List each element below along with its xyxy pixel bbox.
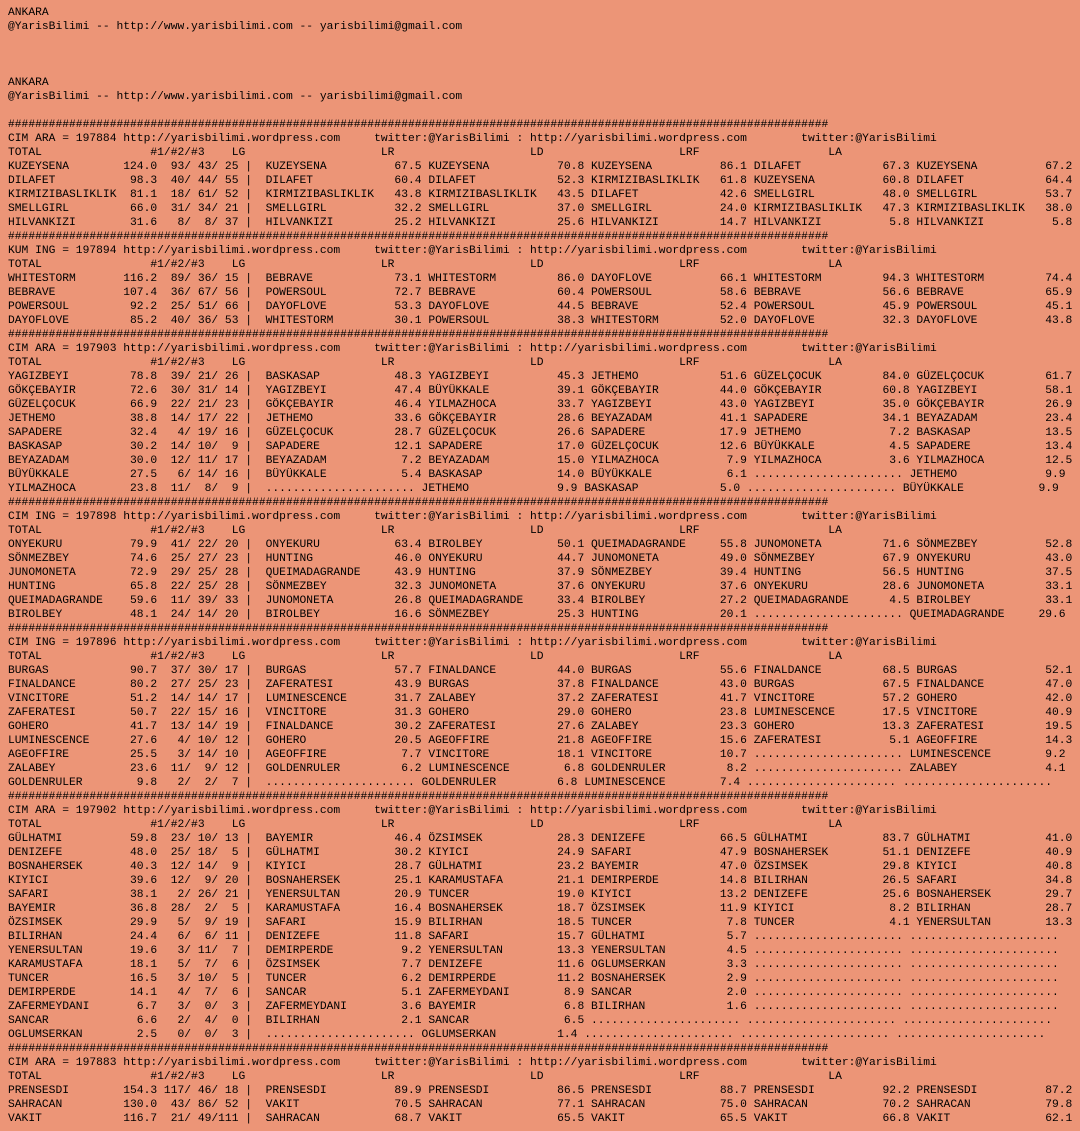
- race-header-line: CIM ARA = 197884 http://yarisbilimi.wordpress.com twitter:@YarisBilimi : http://yarisbilimi.wordpress.com twitter:@YarisBilimi: [8, 133, 937, 145]
- horse-row: ZAFERATESI 50.7 22/ 15/ 16 | VINCITORE 31.3 GOHERO 29.0 GOHERO 23.8 LUMINESCENCE 17.5 VINCITORE 40.9: [8, 707, 1073, 719]
- race-header-line: CIM ING = 197898 http://yarisbilimi.wordpress.com twitter:@YarisBilimi : http://yarisbilimi.wordpress.com twitter:@YarisBilimi: [8, 511, 937, 523]
- column-header-line: TOTAL #1/#2/#3 LG LR LD LRF LA: [8, 357, 842, 369]
- horse-row: PRENSESDI 154.3 117/ 46/ 18 | PRENSESDI 89.9 PRENSESDI 86.5 PRENSESDI 88.7 PRENSESDI 92.2 PRENSESDI 87.2: [8, 1085, 1073, 1097]
- section-divider: #########################################################################################################################: [8, 791, 829, 803]
- contact-line: @YarisBilimi -- http://www.yarisbilimi.com -- yarisbilimi@gmail.com: [8, 21, 463, 33]
- blank-line: [8, 62, 1080, 76]
- horse-row: YILMAZHOCA 23.8 11/ 8/ 9 | ...................... JETHEMO 9.9 BASKASAP 5.0 ...................... BÜYÜKKALE 9.9: [8, 483, 1059, 495]
- horse-row: GÜLHATMI 59.8 23/ 10/ 13 | BAYEMIR 46.4 ÖZSIMSEK 28.3 DENIZEFE 66.5 GÜLHATMI 83.7 GÜLHATMI 41.0: [8, 833, 1073, 845]
- horse-row: BURGAS 90.7 37/ 30/ 17 | BURGAS 57.7 FINALDANCE 44.0 BURGAS 55.6 FINALDANCE 68.5 BURGAS 52.1: [8, 665, 1073, 677]
- horse-row: DILAFET 98.3 40/ 44/ 55 | DILAFET 60.4 DILAFET 52.3 KIRMIZIBASLIKLIK 61.8 KUZEYSENA 60.8 DILAFET 64.4: [8, 175, 1073, 187]
- horse-row: GÖKÇEBAYIR 72.6 30/ 31/ 14 | YAGIZBEYI 47.4 BÜYÜKKALE 39.1 GÖKÇEBAYIR 44.0 GÖKÇEBAYIR 60.8 YAGIZBEYI 58.1: [8, 385, 1073, 397]
- horse-row: JUNOMONETA 72.9 29/ 25/ 28 | QUEIMADAGRANDE 43.9 HUNTING 37.9 SÖNMEZBEY 39.4 HUNTING 56.5 HUNTING 37.5: [8, 567, 1073, 579]
- column-header-line: TOTAL #1/#2/#3 LG LR LD LRF LA: [8, 525, 842, 537]
- contact-line: @YarisBilimi -- http://www.yarisbilimi.com -- yarisbilimi@gmail.com: [8, 91, 463, 103]
- horse-row: POWERSOUL 92.2 25/ 51/ 66 | DAYOFLOVE 53.3 DAYOFLOVE 44.5 BEBRAVE 52.4 POWERSOUL 45.9 POWERSOUL 45.1: [8, 301, 1073, 313]
- horse-row: BIROLBEY 48.1 24/ 14/ 20 | BIROLBEY 16.6 SÖNMEZBEY 25.3 HUNTING 20.1 ...................... QUEIMADAGRANDE 29.6: [8, 609, 1066, 621]
- horse-row: ZAFERMEYDANI 6.7 3/ 0/ 3 | ZAFERMEYDANI 3.6 BAYEMIR 6.8 BILIRHAN 1.6 ...................... ......................: [8, 1001, 1059, 1013]
- section-divider: #########################################################################################################################: [8, 329, 829, 341]
- horse-row: ONYEKURU 79.9 41/ 22/ 20 | ONYEKURU 63.4 BIROLBEY 50.1 QUEIMADAGRANDE 55.8 JUNOMONETA 71.6 SÖNMEZBEY 52.8: [8, 539, 1073, 551]
- section-divider: #########################################################################################################################: [8, 1043, 829, 1055]
- blank-line: [8, 34, 1080, 48]
- blank-line: [8, 104, 1080, 118]
- horse-row: DAYOFLOVE 85.2 40/ 36/ 53 | WHITESTORM 30.1 POWERSOUL 38.3 WHITESTORM 52.0 DAYOFLOVE 32.3 DAYOFLOVE 43.8: [8, 315, 1073, 327]
- horse-row: BÜYÜKKALE 27.5 6/ 14/ 16 | BÜYÜKKALE 5.4 BASKASAP 14.0 BÜYÜKKALE 6.1 ...................... JETHEMO 9.9: [8, 469, 1066, 481]
- horse-row: ZALABEY 23.6 11/ 9/ 12 | GOLDENRULER 6.2 LUMINESCENCE 6.8 GOLDENRULER 8.2 ...................... ZALABEY 4.1: [8, 763, 1066, 775]
- horse-row: BAYEMIR 36.8 28/ 2/ 5 | KARAMUSTAFA 16.4 BOSNAHERSEK 18.7 ÖZSIMSEK 11.9 KIYICI 8.2 BILIRHAN 28.7: [8, 903, 1073, 915]
- horse-row: GOLDENRULER 9.8 2/ 2/ 7 | ...................... GOLDENRULER 6.8 LUMINESCENCE 7.4 ...................... ......................: [8, 777, 1053, 789]
- horse-row: GÜZELÇOCUK 66.9 22/ 21/ 23 | GÖKÇEBAYIR 46.4 YILMAZHOCA 33.7 YAGIZBEYI 43.0 YAGIZBEYI 35.0 GÖKÇEBAYIR 26.9: [8, 399, 1073, 411]
- horse-row: SAPADERE 32.4 4/ 19/ 16 | GÜZELÇOCUK 28.7 GÜZELÇOCUK 26.6 SAPADERE 17.9 JETHEMO 7.2 BASKASAP 13.5: [8, 427, 1073, 439]
- horse-row: BOSNAHERSEK 40.3 12/ 14/ 9 | KIYICI 28.7 GÜLHATMI 23.2 BAYEMIR 47.0 ÖZSIMSEK 29.8 KIYICI 40.8: [8, 861, 1073, 873]
- city-title: ANKARA: [8, 7, 49, 19]
- race-header-line: CIM ARA = 197903 http://yarisbilimi.wordpress.com twitter:@YarisBilimi : http://yarisbilimi.wordpress.com twitter:@YarisBilimi: [8, 343, 937, 355]
- horse-row: YENERSULTAN 19.6 3/ 11/ 7 | DEMIRPERDE 9.2 YENERSULTAN 13.3 YENERSULTAN 4.5 ...................... ......................: [8, 945, 1059, 957]
- horse-row: BILIRHAN 24.4 6/ 6/ 11 | DENIZEFE 11.8 SAFARI 15.7 GÜLHATMI 5.7 ...................... ......................: [8, 931, 1059, 943]
- horse-row: ÖZSIMSEK 29.9 5/ 9/ 19 | SAFARI 15.9 BILIRHAN 18.5 TUNCER 7.8 TUNCER 4.1 YENERSULTAN 13.3: [8, 917, 1073, 929]
- horse-row: YAGIZBEYI 78.8 39/ 21/ 26 | BASKASAP 48.3 YAGIZBEYI 45.3 JETHEMO 51.6 GÜZELÇOCUK 84.0 GÜZELÇOCUK 61.7: [8, 371, 1073, 383]
- horse-row: TUNCER 16.5 3/ 10/ 5 | TUNCER 6.2 DEMIRPERDE 11.2 BOSNAHERSEK 2.9 ...................... ......................: [8, 973, 1059, 985]
- race-header-line: CIM ING = 197896 http://yarisbilimi.wordpress.com twitter:@YarisBilimi : http://yarisbilimi.wordpress.com twitter:@YarisBilimi: [8, 637, 937, 649]
- section-divider: #########################################################################################################################: [8, 623, 829, 635]
- horse-row: BEYAZADAM 30.0 12/ 11/ 17 | BEYAZADAM 7.2 BEYAZADAM 15.0 YILMAZHOCA 7.9 YILMAZHOCA 3.6 YILMAZHOCA 12.5: [8, 455, 1073, 467]
- horse-row: KIYICI 39.6 12/ 9/ 20 | BOSNAHERSEK 25.1 KARAMUSTAFA 21.1 DEMIRPERDE 14.8 BILIRHAN 26.5 SAFARI 34.8: [8, 875, 1073, 887]
- horse-row: SAHRACAN 130.0 43/ 86/ 52 | VAKIT 70.5 SAHRACAN 77.1 SAHRACAN 75.0 SAHRACAN 70.2 SAHRACAN 79.8: [8, 1099, 1073, 1111]
- city-title: ANKARA: [8, 77, 49, 89]
- horse-row: KIRMIZIBASLIKLIK 81.1 18/ 61/ 52 | KIRMIZIBASLIKLIK 43.8 KIRMIZIBASLIKLIK 43.5 DILAFET 42.6 SMELLGIRL 48.0 SMELLGIRL 53.7: [8, 189, 1073, 201]
- horse-row: VAKIT 116.7 21/ 49/111 | SAHRACAN 68.7 VAKIT 65.5 VAKIT 65.5 VAKIT 66.8 VAKIT 62.1: [8, 1113, 1073, 1125]
- horse-row: LUMINESCENCE 27.6 4/ 10/ 12 | GOHERO 20.5 AGEOFFIRE 21.8 AGEOFFIRE 15.6 ZAFERATESI 5.1 AGEOFFIRE 14.3: [8, 735, 1073, 747]
- horse-row: BASKASAP 30.2 14/ 10/ 9 | SAPADERE 12.1 SAPADERE 17.0 GÜZELÇOCUK 12.6 BÜYÜKKALE 4.5 SAPADERE 13.4: [8, 441, 1073, 453]
- horse-row: HUNTING 65.8 22/ 25/ 28 | SÖNMEZBEY 32.3 JUNOMONETA 37.6 ONYEKURU 37.6 ONYEKURU 28.6 JUNOMONETA 33.1: [8, 581, 1073, 593]
- horse-row: SANCAR 6.6 2/ 4/ 0 | BILIRHAN 2.1 SANCAR 6.5 ...................... ...................... ......................: [8, 1015, 1053, 1027]
- column-header-line: TOTAL #1/#2/#3 LG LR LD LRF LA: [8, 259, 842, 271]
- horse-row: QUEIMADAGRANDE 59.6 11/ 39/ 33 | JUNOMONETA 26.8 QUEIMADAGRANDE 33.4 BIROLBEY 27.2 QUEIMADAGRANDE 4.5 BIROLBEY 33.1: [8, 595, 1073, 607]
- horse-row: KARAMUSTAFA 18.1 5/ 7/ 6 | ÖZSIMSEK 7.7 DENIZEFE 11.6 OGLUMSERKAN 3.3 ...................... ......................: [8, 959, 1059, 971]
- horse-row: SMELLGIRL 66.0 31/ 34/ 21 | SMELLGIRL 32.2 SMELLGIRL 37.0 SMELLGIRL 24.0 KIRMIZIBASLIKLIK 47.3 KIRMIZIBASLIKLIK 38.0: [8, 203, 1073, 215]
- race-header-line: KUM ING = 197894 http://yarisbilimi.wordpress.com twitter:@YarisBilimi : http://yarisbilimi.wordpress.com twitter:@YarisBilimi: [8, 245, 937, 257]
- column-header-line: TOTAL #1/#2/#3 LG LR LD LRF LA: [8, 1071, 842, 1083]
- race-header-line: CIM ARA = 197902 http://yarisbilimi.wordpress.com twitter:@YarisBilimi : http://yarisbilimi.wordpress.com twitter:@YarisBilimi: [8, 805, 937, 817]
- horse-row: DEMIRPERDE 14.1 4/ 7/ 6 | SANCAR 5.1 ZAFERMEYDANI 8.9 SANCAR 2.0 ...................... ......................: [8, 987, 1059, 999]
- blank-line: [8, 48, 1080, 62]
- race-header-line: CIM ARA = 197883 http://yarisbilimi.wordpress.com twitter:@YarisBilimi : http://yarisbilimi.wordpress.com twitter:@YarisBilimi: [8, 1057, 937, 1069]
- column-header-line: TOTAL #1/#2/#3 LG LR LD LRF LA: [8, 651, 842, 663]
- horse-row: JETHEMO 38.8 14/ 17/ 22 | JETHEMO 33.6 GÖKÇEBAYIR 28.6 BEYAZADAM 41.1 SAPADERE 34.1 BEYAZADAM 23.4: [8, 413, 1073, 425]
- horse-row: AGEOFFIRE 25.5 3/ 14/ 10 | AGEOFFIRE 7.7 VINCITORE 18.1 VINCITORE 10.7 ...................... LUMINESCENCE 9.2: [8, 749, 1066, 761]
- horse-row: HILVANKIZI 31.6 8/ 8/ 37 | HILVANKIZI 25.2 HILVANKIZI 25.6 HILVANKIZI 14.7 HILVANKIZI 5.8 HILVANKIZI 5.8: [8, 217, 1073, 229]
- section-divider: #########################################################################################################################: [8, 119, 829, 131]
- horse-row: GOHERO 41.7 13/ 14/ 19 | FINALDANCE 30.2 ZAFERATESI 27.6 ZALABEY 23.3 GOHERO 13.3 ZAFERATESI 19.5: [8, 721, 1073, 733]
- section-divider: #########################################################################################################################: [8, 231, 829, 243]
- horse-row: FINALDANCE 80.2 27/ 25/ 23 | ZAFERATESI 43.9 BURGAS 37.8 FINALDANCE 43.0 BURGAS 67.5 FINALDANCE 47.0: [8, 679, 1073, 691]
- horse-row: SÖNMEZBEY 74.6 25/ 27/ 23 | HUNTING 46.0 ONYEKURU 44.7 JUNOMONETA 49.0 SÖNMEZBEY 67.9 ONYEKURU 43.0: [8, 553, 1073, 565]
- column-header-line: TOTAL #1/#2/#3 LG LR LD LRF LA: [8, 147, 842, 159]
- horse-row: BEBRAVE 107.4 36/ 67/ 56 | POWERSOUL 72.7 BEBRAVE 60.4 POWERSOUL 58.6 BEBRAVE 56.6 BEBRAVE 65.9: [8, 287, 1073, 299]
- horse-row: WHITESTORM 116.2 89/ 36/ 15 | BEBRAVE 73.1 WHITESTORM 86.0 DAYOFLOVE 66.1 WHITESTORM 94.3 WHITESTORM 74.4: [8, 273, 1073, 285]
- column-header-line: TOTAL #1/#2/#3 LG LR LD LRF LA: [8, 819, 842, 831]
- horse-row: VINCITORE 51.2 14/ 14/ 17 | LUMINESCENCE 31.7 ZALABEY 37.2 ZAFERATESI 41.7 VINCITORE 57.2 GOHERO 42.0: [8, 693, 1073, 705]
- horse-row: KUZEYSENA 124.0 93/ 43/ 25 | KUZEYSENA 67.5 KUZEYSENA 70.8 KUZEYSENA 86.1 DILAFET 67.3 KUZEYSENA 67.2: [8, 161, 1073, 173]
- horse-row: SAFARI 38.1 2/ 26/ 21 | YENERSULTAN 20.9 TUNCER 19.0 KIYICI 13.2 DENIZEFE 25.6 BOSNAHERSEK 29.7: [8, 889, 1073, 901]
- horse-row: DENIZEFE 48.0 25/ 18/ 5 | GÜLHATMI 30.2 KIYICI 24.9 SAFARI 47.9 BOSNAHERSEK 51.1 DENIZEFE 40.9: [8, 847, 1073, 859]
- section-divider: #########################################################################################################################: [8, 497, 829, 509]
- horse-row: OGLUMSERKAN 2.5 0/ 0/ 3 | ...................... OGLUMSERKAN 1.4 ...................... ...................... ......................: [8, 1029, 1046, 1041]
